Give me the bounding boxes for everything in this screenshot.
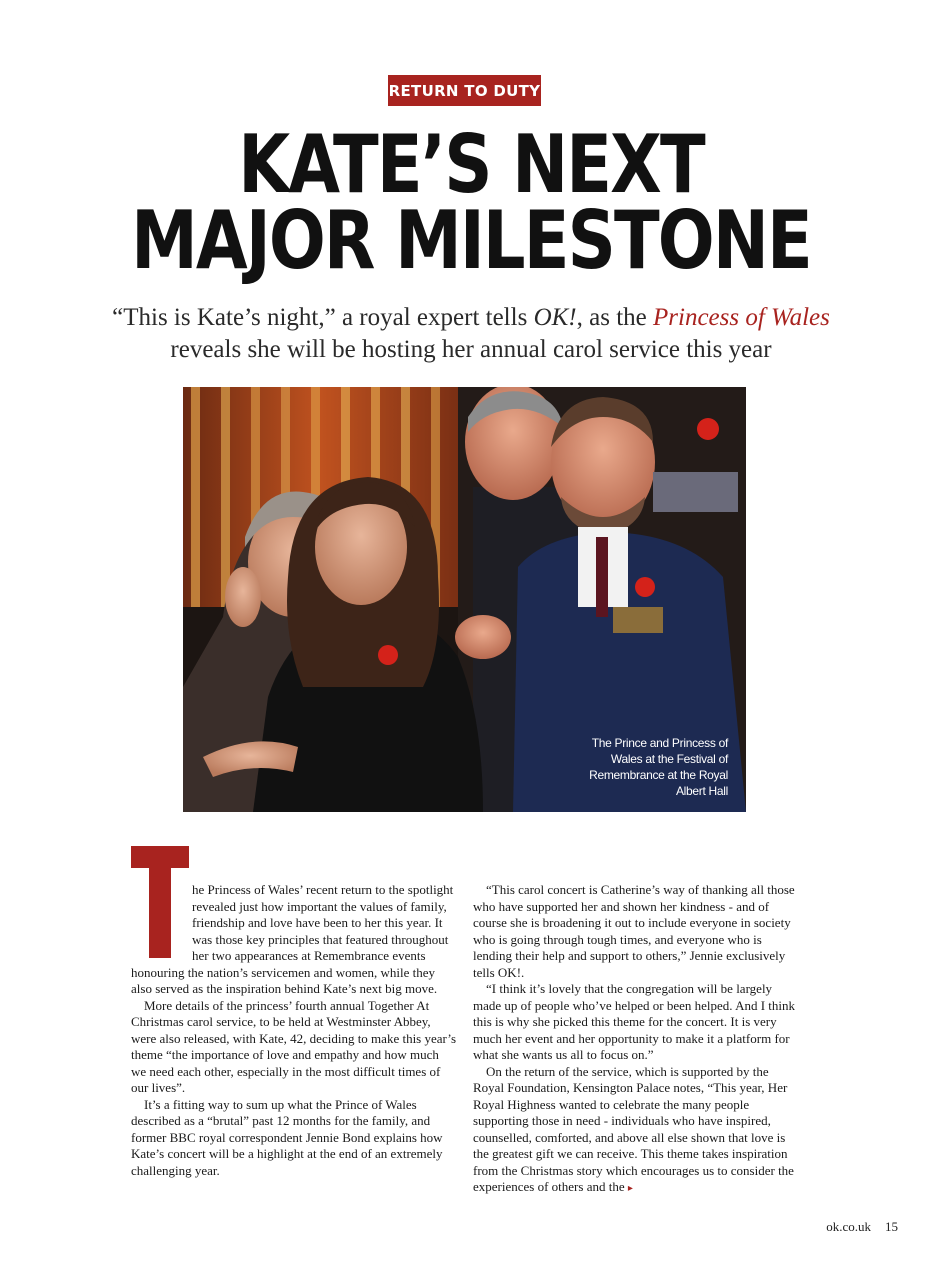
paragraph-text: On the return of the service, which is supported by the Royal Foundation, Kensington Palace notes, “This year, Her Royal Highness wanted to celebrate the many people supporting those in need - individuals who have inspired, counselled, comforted, and above all else shown that love is the greatest gift we can receive. This theme takes inspiration from the Christmas story which encourages us to consider the experiences of others and the [473, 1063, 794, 1194]
photo-caption: The Prince and Princess of Wales at the Festival of Remembrance at the Royal Albert Hall [589, 736, 728, 798]
paragraph: “This carol concert is Catherine’s way of thanking all those who have supported her and shown her kindness - and of course she is broadening it out to include everyone in society who is going through tough times, and everyone who is lending their help and support to others,” Jennie exclusively tells OK!. [473, 882, 795, 980]
standfirst-part-1: “This is Kate’s night,” a royal expert tells [112, 304, 534, 331]
paragraph: More details of the princess’ fourth annual Together At Christmas carol service, to be held at Westminster Abbey, were also released, with Kate, 42, deciding to make this year’s theme “the importance of love and empathy and how much we need each other, especially in the most difficult times of our lives”. [131, 997, 457, 1095]
paragraph-text: he Princess of Wales’ recent return to the spotlight revealed just how important the values of family, friendship and love have been to her this year. It was those key principles that featured throughout her two appearances at Remembrance events honouring the nation’s servicemen and women, while they also served as the inspiration behind Kate’s next big move. [131, 882, 454, 996]
standfirst [100, 302, 842, 366]
article-column-2 [473, 882, 799, 1198]
headline-line-2: MAJOR MILESTONE [131, 192, 811, 288]
paragraph: “I think it’s lovely that the congregation will be largely made up of people who’ve helped or been helped. And I think this is why she picked this theme for the concert. It is very much her event and her opportunity to make it a platform for what she wants us all to focus on.” [473, 981, 796, 1062]
page-footer [826, 1219, 898, 1235]
standfirst-part-2: , as the [576, 304, 653, 331]
headline-line-1: KATE’S NEXT [238, 116, 704, 212]
standfirst-highlight: Princess of Wales [653, 304, 830, 331]
standfirst-ok: OK! [533, 304, 577, 331]
footer-site: ok.co.uk [826, 1219, 871, 1234]
continue-arrow-icon: ▸ [627, 1183, 633, 1194]
main-photo [183, 387, 746, 812]
paragraph [131, 882, 457, 998]
standfirst-part-3: reveals she will be hosting her annual carol service this year [170, 336, 772, 363]
paragraph: It’s a fitting way to sum up what the Prince of Wales described as a “brutal” past 12 months for the family, and former BBC royal correspondent Jennie Bond explains how Kate’s concert will be a highlight at the end of an extremely challenging year. [131, 1096, 443, 1178]
drop-cap-letter-shape [131, 846, 189, 958]
paragraph [473, 1064, 799, 1198]
page-number: 15 [885, 1219, 898, 1234]
article-column-1 [131, 882, 457, 1179]
section-kicker: RETURN TO DUTY [388, 75, 541, 106]
drop-cap [131, 846, 189, 958]
drop-cap-text [131, 846, 132, 847]
